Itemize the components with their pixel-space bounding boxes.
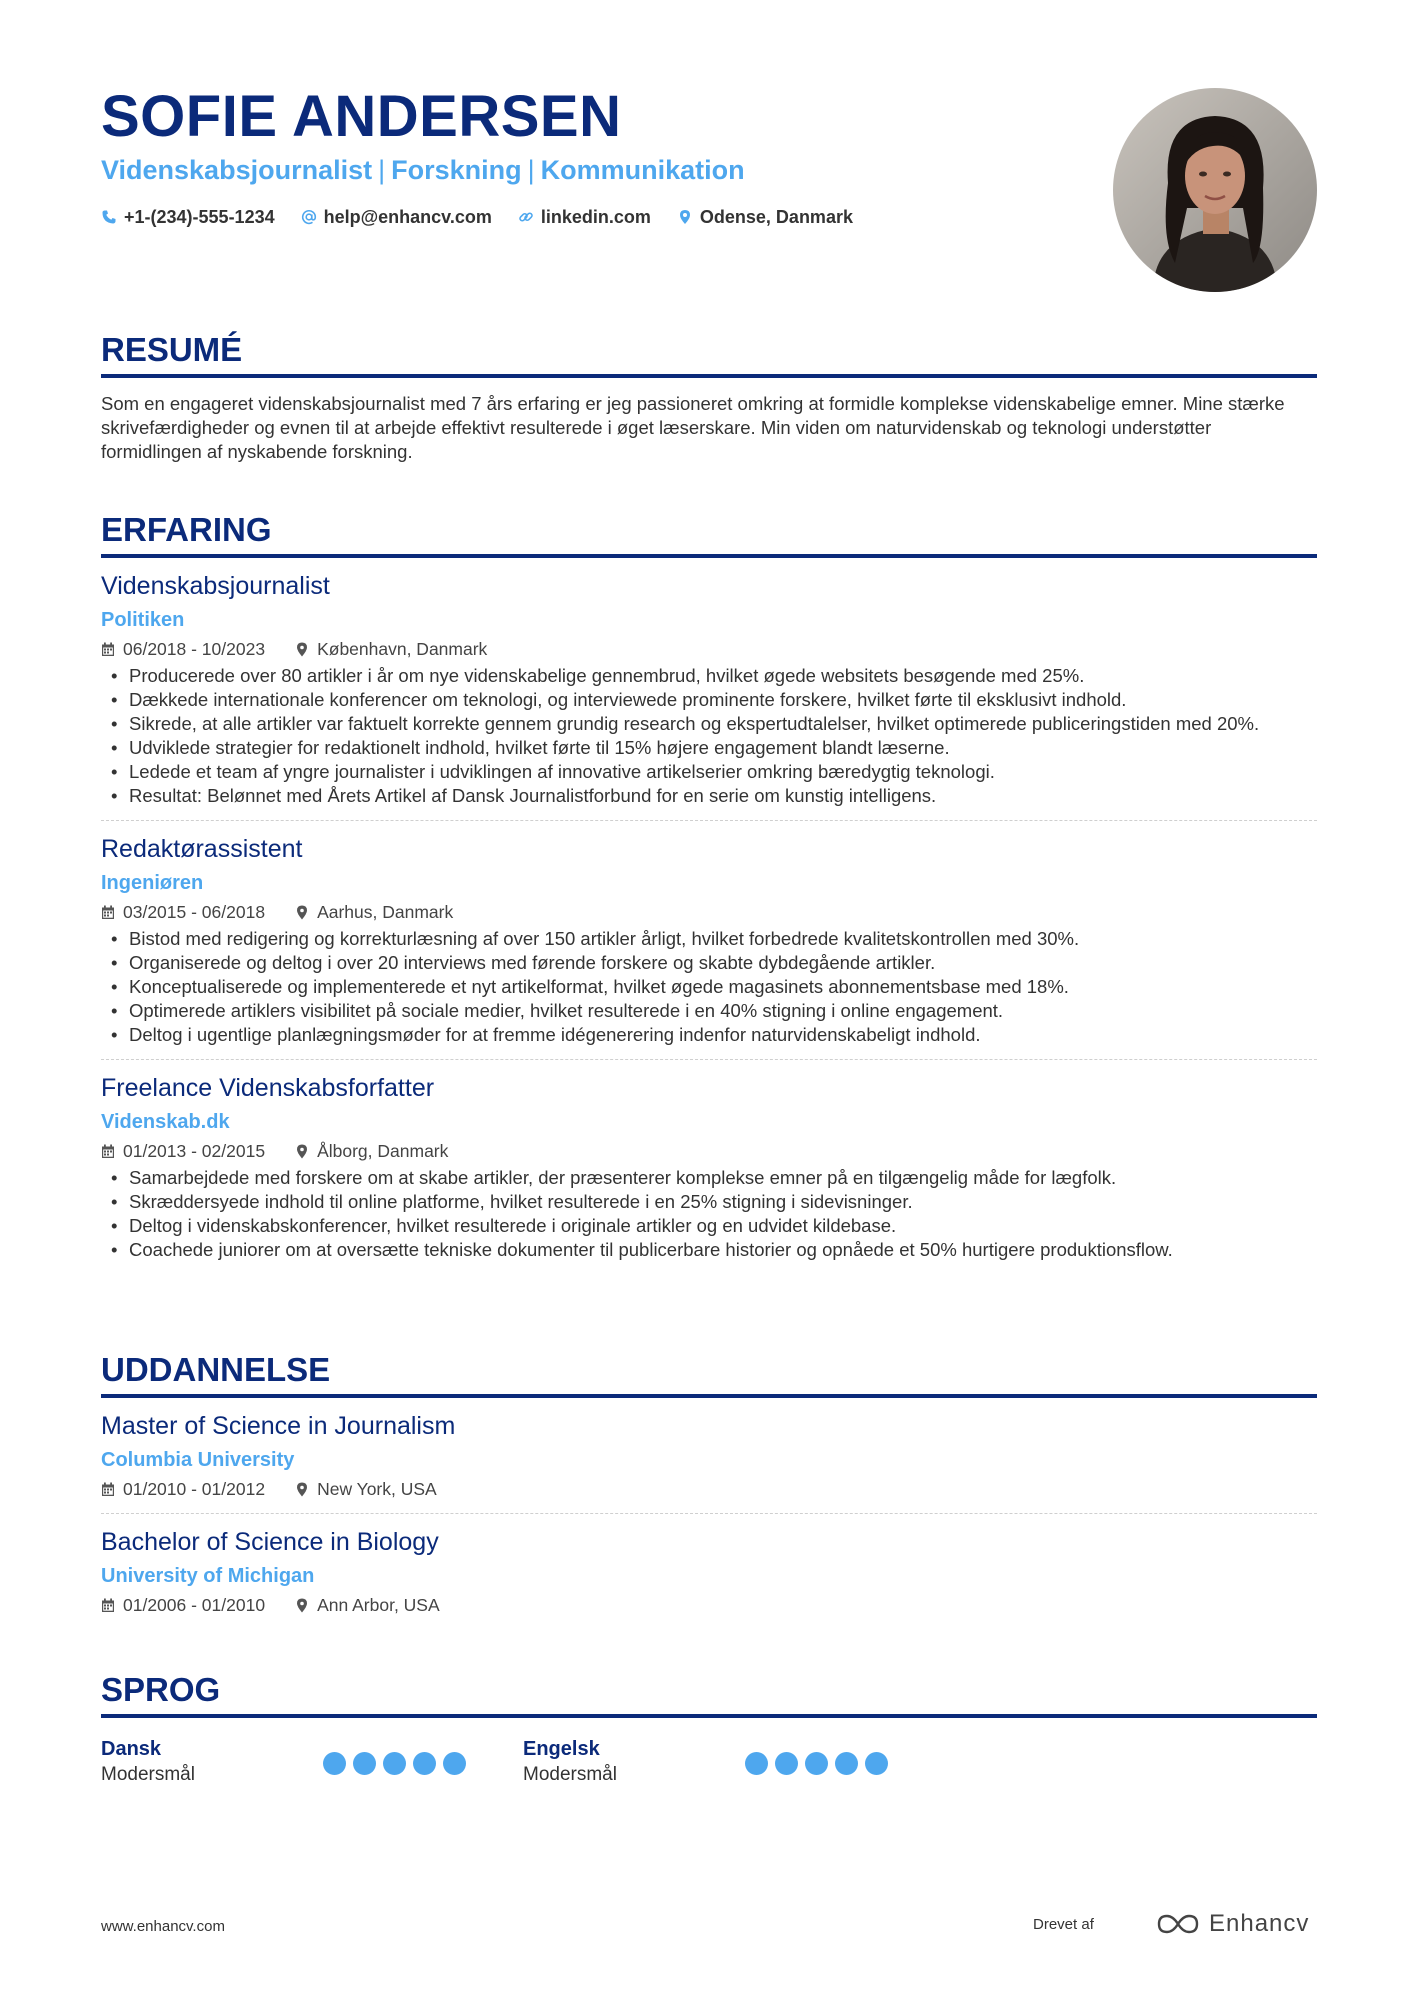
- headline: [101, 152, 745, 188]
- map-pin-icon: [295, 1482, 309, 1497]
- list-item: • Optimerede artiklers visibilitet på sociale medier, hvilket resulterede i en 40% stigning i online engagement.: [101, 999, 1317, 1023]
- list-item: • Udviklede strategier for redaktionelt indhold, hvilket førte til 15% højere engagement blandt læserne.: [101, 736, 1317, 760]
- entry-location: Aarhus, Danmark: [317, 902, 454, 922]
- rating-dot: [835, 1752, 858, 1775]
- experience-section: [101, 510, 1317, 1262]
- map-pin-icon: [295, 1144, 309, 1159]
- enhancv-logo-icon: [1155, 1912, 1201, 1936]
- list-item: • Deltog i ugentlige planlægningsmøder for at fremme idégenerering indenfor naturvidenskabeligt indhold.: [101, 1023, 1317, 1047]
- entry-meta: [101, 637, 1317, 661]
- achievement-list: [101, 664, 1317, 808]
- entry-meta: [101, 1593, 1317, 1617]
- section-title: ERFARING: [101, 511, 272, 548]
- school-name: University of Michigan: [101, 1565, 315, 1587]
- degree-title: Bachelor of Science in Biology: [101, 1528, 439, 1556]
- section-title: UDDANNELSE: [101, 1351, 331, 1388]
- calendar-icon: [101, 1482, 115, 1497]
- section-rule: [101, 374, 1317, 378]
- job-title: Redaktørassistent: [101, 835, 303, 863]
- resume-page: [101, 0, 1317, 1785]
- brand-name: Enhancv: [1209, 1910, 1310, 1937]
- rating-dot: [323, 1752, 346, 1775]
- link-icon: [518, 209, 534, 225]
- brand-logo[interactable]: [1155, 1910, 1309, 1938]
- list-item: • Coachede juniorer om at oversætte tekniske dokumenter til publicerbare historier og opnåede et 50% hurtigere produktionsflow.: [101, 1238, 1317, 1262]
- entry-dates: 06/2018 - 10/2023: [123, 639, 266, 659]
- language-rating: [745, 1752, 888, 1775]
- headline-item: Forskning: [391, 155, 522, 185]
- entry-divider: [101, 1513, 1317, 1514]
- language-list: [101, 1736, 1317, 1792]
- rating-dot: [865, 1752, 888, 1775]
- entry-divider: [101, 820, 1317, 821]
- calendar-icon: [101, 1144, 115, 1159]
- experience-entry: [101, 833, 1317, 1047]
- contact-linkedin[interactable]: [518, 204, 651, 230]
- experience-entry: [101, 570, 1317, 808]
- location-text: Odense, Danmark: [699, 207, 853, 227]
- job-title: Videnskabsjournalist: [101, 572, 330, 600]
- achievement-list: [101, 927, 1317, 1047]
- map-pin-icon: [295, 905, 309, 920]
- headline-item: Kommunikation: [540, 155, 745, 185]
- powered-by-text: Drevet af: [1033, 1916, 1094, 1933]
- rating-dot: [775, 1752, 798, 1775]
- entry-meta: [101, 900, 1317, 924]
- contact-phone[interactable]: [101, 204, 275, 230]
- achievement-list: [101, 1166, 1317, 1262]
- map-pin-icon: [295, 1598, 309, 1613]
- linkedin-text: linkedin.com: [540, 207, 651, 227]
- entry-location: Ann Arbor, USA: [317, 1595, 440, 1615]
- entry-location: New York, USA: [317, 1479, 437, 1499]
- school-name: Columbia University: [101, 1449, 295, 1471]
- language-rating: [323, 1752, 466, 1775]
- entry-meta: [101, 1477, 1317, 1501]
- language-name: Engelsk: [523, 1738, 600, 1760]
- phone-text: +1-(234)-555-1234: [124, 207, 275, 227]
- contact-location: [677, 204, 853, 230]
- entry-location: Ålborg, Danmark: [317, 1141, 449, 1161]
- section-title: RESUMÉ: [101, 331, 243, 368]
- phone-icon: [101, 209, 117, 225]
- page-footer: [101, 1908, 1317, 1948]
- email-text: help@enhancv.com: [323, 207, 492, 227]
- education-section: [101, 1350, 1317, 1617]
- language-item: [523, 1736, 945, 1792]
- calendar-icon: [101, 1598, 115, 1613]
- entry-dates: 01/2013 - 02/2015: [123, 1141, 266, 1161]
- rating-dot: [353, 1752, 376, 1775]
- summary-section: [101, 330, 1317, 464]
- candidate-name: SOFIE ANDERSEN: [101, 84, 622, 149]
- list-item: • Deltog i videnskabskonferencer, hvilket resulterede i originale artikler og en udvidet kildebase.: [101, 1214, 1317, 1238]
- entry-meta: [101, 1139, 1317, 1163]
- resume-header: [101, 0, 1317, 310]
- profile-photo: [1113, 88, 1317, 292]
- entry-dates: 01/2006 - 01/2010: [123, 1595, 266, 1615]
- section-rule: [101, 554, 1317, 558]
- experience-entry: [101, 1072, 1317, 1262]
- language-name: Dansk: [101, 1738, 162, 1760]
- portrait-image: [1113, 88, 1317, 292]
- rating-dot: [443, 1752, 466, 1775]
- section-title: SPROG: [101, 1671, 221, 1708]
- education-entry: [101, 1410, 1317, 1501]
- list-item: • Konceptualiserede og implementerede et nyt artikelformat, hvilket øgede magasinets abonnementsbase med 18%.: [101, 975, 1317, 999]
- map-pin-icon: [677, 209, 693, 225]
- contact-list: [101, 204, 853, 230]
- calendar-icon: [101, 642, 115, 657]
- map-pin-icon: [295, 642, 309, 657]
- degree-title: Master of Science in Journalism: [101, 1412, 456, 1440]
- section-rule: [101, 1394, 1317, 1398]
- list-item: • Producerede over 80 artikler i år om nye videnskabelige gennembrud, hvilket øgede websitets besøgende med 25%.: [101, 664, 1317, 688]
- list-item: • Ledede et team af yngre journalister i udviklingen af innovative artikelserier omkring bæredygtig teknologi.: [101, 760, 1317, 784]
- headline-separator: |: [527, 155, 535, 185]
- headline-separator: |: [378, 155, 386, 185]
- language-level: Modersmål: [101, 1764, 195, 1785]
- rating-dot: [413, 1752, 436, 1775]
- rating-dot: [383, 1752, 406, 1775]
- footer-url[interactable]: www.enhancv.com: [101, 1918, 225, 1935]
- list-item: • Dækkede internationale konferencer om teknologi, og interviewede prominente forskere, hvilket førte til eksklusivt indhold.: [101, 688, 1317, 712]
- summary-text: Som en engageret videnskabsjournalist med 7 års erfaring er jeg passioneret omkring at formidle komplekse videnskabelige emner. Mine stærke skrivefærdigheder og evnen til at arbejde effektivt resulterede i øget læserskare. Min viden om naturvidenskab og teknologi understøtter formidlingen af nyskabende forskning.: [101, 393, 1285, 462]
- language-level: Modersmål: [523, 1764, 617, 1785]
- company-name: Politiken: [101, 609, 185, 631]
- rating-dot: [745, 1752, 768, 1775]
- entry-dates: 01/2010 - 01/2012: [123, 1479, 266, 1499]
- entry-location: København, Danmark: [317, 639, 488, 659]
- calendar-icon: [101, 905, 115, 920]
- rating-dot: [805, 1752, 828, 1775]
- section-rule: [101, 1714, 1317, 1718]
- company-name: Ingeniøren: [101, 872, 204, 894]
- job-title: Freelance Videnskabsforfatter: [101, 1074, 435, 1102]
- company-name: Videnskab.dk: [101, 1111, 230, 1133]
- languages-section: [101, 1670, 1317, 1792]
- list-item: • Resultat: Belønnet med Årets Artikel af Dansk Journalistforbund for en serie om kunstig intelligens.: [101, 784, 1317, 808]
- list-item: • Samarbejdede med forskere om at skabe artikler, der præsenterer komplekse emner på en tilgængelig måde for lægfolk.: [101, 1166, 1317, 1190]
- list-item: • Sikrede, at alle artikler var faktuelt korrekte gennem grundig research og ekspertudtalelser, hvilket optimerede publiceringstiden med 20%.: [101, 712, 1317, 736]
- entry-divider: [101, 1059, 1317, 1060]
- headline-item: Videnskabsjournalist: [101, 155, 373, 185]
- language-item: [101, 1736, 523, 1792]
- education-entry: [101, 1526, 1317, 1617]
- at-icon: [301, 209, 317, 225]
- list-item: • Skræddersyede indhold til online platforme, hvilket resulterede i en 25% stigning i sidevisninger.: [101, 1190, 1317, 1214]
- entry-dates: 03/2015 - 06/2018: [123, 902, 266, 922]
- contact-email[interactable]: [301, 204, 492, 230]
- list-item: • Bistod med redigering og korrekturlæsning af over 150 artikler årligt, hvilket forbedrede kvalitetskontrollen med 30%.: [101, 927, 1317, 951]
- list-item: • Organiserede og deltog i over 20 interviews med førende forskere og skabte dybdegående artikler.: [101, 951, 1317, 975]
